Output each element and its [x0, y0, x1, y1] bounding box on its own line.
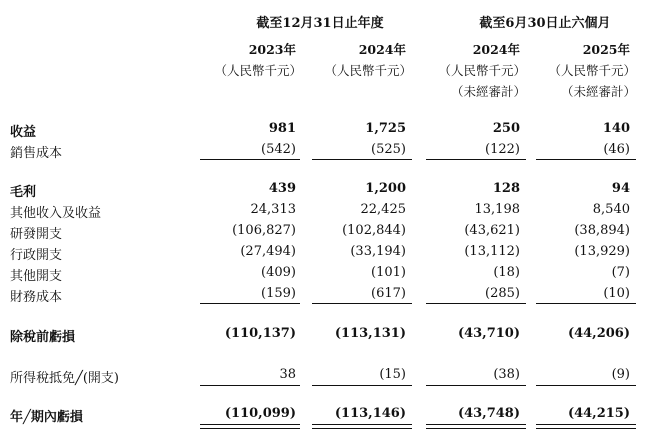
row-value-rnd-expenses-col2: (102,844) — [342, 223, 406, 238]
row-label-other-expenses: 其他開支 — [10, 269, 63, 284]
header-year-col3: 2024年 — [472, 42, 520, 57]
row-value-other-expenses-col4: (7) — [611, 265, 630, 280]
subtotal-rule-col2 — [312, 159, 412, 160]
row-value-other-income-col4: 8,540 — [592, 202, 630, 217]
row-value-other-income-col3: 13,198 — [474, 202, 520, 217]
row-value-cost-of-sales-col4: (46) — [603, 142, 630, 157]
row-value-rnd-expenses-col3: (43,621) — [464, 223, 520, 238]
row-value-loss-before-tax-col4: (44,206) — [567, 326, 630, 341]
header-unaudited-col3: （未經審計） — [450, 84, 526, 99]
row-value-admin-expenses-col2: (33,194) — [350, 244, 406, 259]
row-value-admin-expenses-col3: (13,112) — [464, 244, 520, 259]
subtotal-rule-col4 — [536, 303, 636, 304]
row-value-revenue-col1: 981 — [268, 121, 296, 136]
row-value-cost-of-sales-col1: (542) — [261, 142, 296, 157]
row-value-loss-before-tax-col3: (43,710) — [457, 326, 520, 341]
header-unit-col3: （人民幣千元） — [438, 63, 526, 78]
row-value-rnd-expenses-col1: (106,827) — [232, 223, 296, 238]
row-value-revenue-col2: 1,725 — [365, 121, 406, 136]
row-value-finance-costs-col4: (10) — [603, 286, 630, 301]
row-value-cost-of-sales-col3: (122) — [485, 142, 520, 157]
row-value-loss-before-tax-col1: (110,137) — [224, 326, 296, 341]
row-value-loss-for-period-col4: (44,215) — [567, 406, 630, 421]
row-value-rnd-expenses-col4: (38,894) — [574, 223, 630, 238]
subtotal-rule-col1 — [200, 303, 300, 304]
subtotal-rule-col2 — [312, 303, 412, 304]
header-unit-col2: （人民幣千元） — [324, 63, 412, 78]
row-label-rnd-expenses: 研發開支 — [10, 227, 63, 242]
row-label-revenue: 收益 — [10, 125, 37, 140]
row-value-gross-profit-col3: 128 — [492, 181, 520, 196]
row-value-cost-of-sales-col2: (525) — [371, 142, 406, 157]
row-label-loss-for-period: 年╱期內虧損 — [10, 410, 83, 425]
row-value-revenue-col4: 140 — [602, 121, 630, 136]
row-value-other-expenses-col3: (18) — [493, 265, 520, 280]
row-value-other-expenses-col1: (409) — [261, 265, 296, 280]
header-unaudited-col4: （未經審計） — [560, 84, 636, 99]
row-value-other-income-col2: 22,425 — [360, 202, 406, 217]
total-double-rule-col2 — [312, 424, 412, 429]
row-value-income-tax-col4: (9) — [611, 367, 630, 382]
subtotal-rule-col3 — [426, 385, 526, 386]
row-label-loss-before-tax: 除稅前虧損 — [10, 330, 76, 345]
header-year-col4: 2025年 — [582, 42, 630, 57]
total-double-rule-col4 — [536, 424, 636, 429]
subtotal-rule-col1 — [200, 159, 300, 160]
row-value-other-expenses-col2: (101) — [371, 265, 406, 280]
row-value-income-tax-col2: (15) — [379, 367, 406, 382]
subtotal-rule-col3 — [426, 159, 526, 160]
row-value-other-income-col1: 24,313 — [250, 202, 296, 217]
subtotal-rule-col2 — [312, 385, 412, 386]
row-value-loss-for-period-col1: (110,099) — [224, 406, 296, 421]
row-label-cost-of-sales: 銷售成本 — [10, 146, 63, 161]
row-value-gross-profit-col2: 1,200 — [365, 181, 406, 196]
row-value-income-tax-col1: 38 — [279, 367, 296, 382]
header-group-six-months: 截至6月30日止六個月 — [479, 16, 611, 31]
header-unit-col1: （人民幣千元） — [214, 63, 302, 78]
subtotal-rule-col1 — [200, 385, 300, 386]
row-label-admin-expenses: 行政開支 — [10, 248, 63, 263]
row-label-finance-costs: 財務成本 — [10, 290, 63, 305]
total-double-rule-col3 — [426, 424, 526, 429]
row-value-finance-costs-col3: (285) — [485, 286, 520, 301]
row-value-finance-costs-col1: (159) — [261, 286, 296, 301]
row-label-income-tax: 所得稅抵免╱(開支) — [10, 371, 119, 386]
row-value-income-tax-col3: (38) — [493, 367, 520, 382]
row-value-loss-before-tax-col2: (113,131) — [334, 326, 406, 341]
row-value-loss-for-period-col2: (113,146) — [334, 406, 406, 421]
header-unit-col4: （人民幣千元） — [548, 63, 636, 78]
subtotal-rule-col3 — [426, 303, 526, 304]
row-label-other-income: 其他收入及收益 — [10, 206, 102, 221]
header-group-annual: 截至12月31日止年度 — [256, 16, 384, 31]
row-value-revenue-col3: 250 — [492, 121, 520, 136]
header-year-col2: 2024年 — [358, 42, 406, 57]
header-year-col1: 2023年 — [248, 42, 296, 57]
row-label-gross-profit: 毛利 — [10, 185, 37, 200]
row-value-loss-for-period-col3: (43,748) — [457, 406, 520, 421]
total-double-rule-col1 — [200, 424, 300, 429]
row-value-admin-expenses-col4: (13,929) — [574, 244, 630, 259]
row-value-admin-expenses-col1: (27,494) — [240, 244, 296, 259]
subtotal-rule-col4 — [536, 385, 636, 386]
row-value-gross-profit-col4: 94 — [611, 181, 630, 196]
subtotal-rule-col4 — [536, 159, 636, 160]
row-value-finance-costs-col2: (617) — [371, 286, 406, 301]
row-value-gross-profit-col1: 439 — [268, 181, 296, 196]
